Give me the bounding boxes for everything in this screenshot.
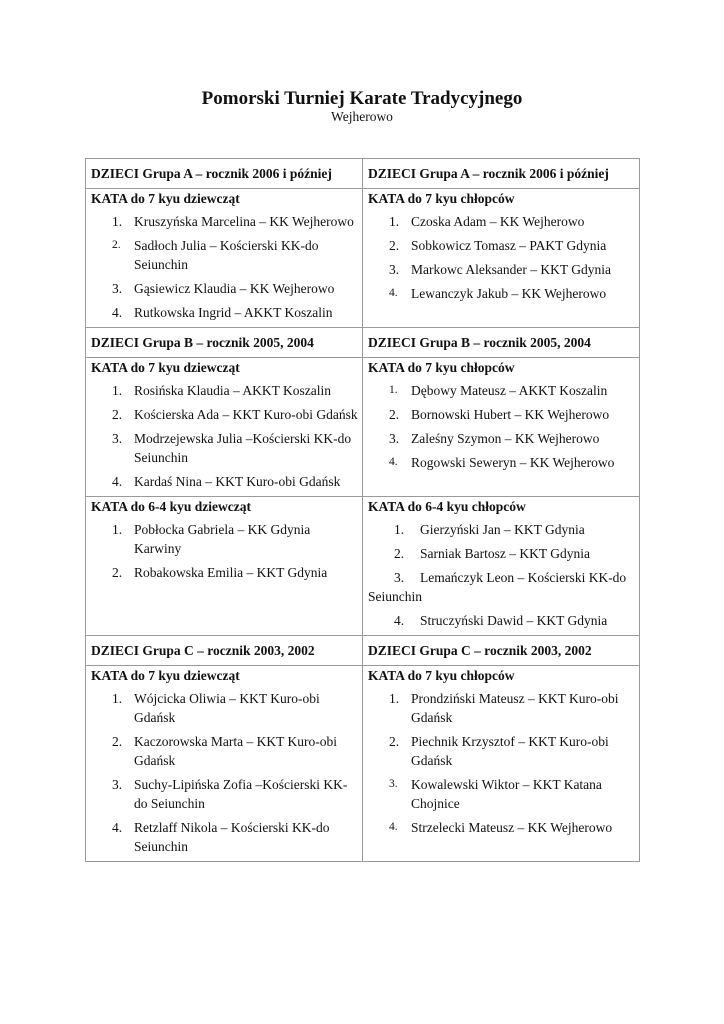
competitor-entry: Kruszyńska Marcelina – KK Wejherowo	[134, 214, 354, 229]
ranking-item	[368, 568, 635, 606]
ranking-list	[91, 212, 358, 322]
ranking-item	[91, 472, 358, 491]
rank-number: 4.	[389, 821, 398, 833]
ranking-item	[368, 611, 635, 630]
rank-number: 1.	[389, 384, 398, 396]
group-header-row	[86, 159, 640, 189]
ranking-list	[91, 381, 358, 491]
rank-number: 3.	[112, 281, 123, 296]
category-title: KATA do 6-4 kyu dziewcząt	[91, 499, 251, 514]
group-header-row	[86, 636, 640, 666]
rank-number: 2.	[112, 239, 121, 251]
ranking-list	[368, 381, 635, 472]
rank-number: 1.	[389, 214, 400, 229]
ranking-item	[368, 732, 635, 770]
competitor-entry: Sarniak Bartosz – KKT Gdynia	[420, 546, 590, 561]
ranking-list	[368, 689, 635, 837]
competitor-entry: Rogowski Seweryn – KK Wejherowo	[411, 455, 615, 470]
competitor-entry: Lemańczyk Leon – Kościerski KK-do Seiunchin	[368, 570, 627, 604]
category-row	[86, 189, 640, 328]
ranking-item	[91, 429, 358, 467]
competitor-entry: Kardaś Nina – KKT Kuro-obi Gdańsk	[134, 474, 341, 489]
document-subtitle: Wejherowo	[331, 109, 393, 124]
competitor-entry: Pobłocka Gabriela – KK Gdynia Karwiny	[134, 522, 311, 556]
ranking-item	[368, 381, 635, 400]
competitor-entry: Zaleśny Szymon – KK Wejherowo	[411, 431, 600, 446]
ranking-item	[368, 689, 635, 727]
rank-number: 4.	[112, 474, 123, 489]
competitor-entry: Strzelecki Mateusz – KK Wejherowo	[411, 820, 613, 835]
ranking-item	[91, 303, 358, 322]
rank-number: 3.	[394, 570, 405, 585]
results-table	[85, 158, 640, 862]
competitor-entry: Dębowy Mateusz – AKKT Koszalin	[411, 383, 608, 398]
rank-number: 2.	[394, 546, 405, 561]
ranking-item	[91, 732, 358, 770]
competitor-entry: Prondziński Mateusz – KKT Kuro-obi Gdańsk	[411, 691, 619, 725]
ranking-item	[368, 544, 635, 563]
ranking-item	[368, 284, 635, 303]
rank-number: 3.	[389, 431, 400, 446]
category-cell-boys	[363, 497, 640, 636]
competitor-entry: Bornowski Hubert – KK Wejherowo	[411, 407, 610, 422]
ranking-item	[91, 520, 358, 558]
rank-number: 2.	[112, 565, 123, 580]
category-title: KATA do 7 kyu dziewcząt	[91, 360, 240, 375]
competitor-entry: Piechnik Krzysztof – KKT Kuro-obi Gdańsk	[411, 734, 609, 768]
ranking-item	[91, 563, 358, 582]
competitor-entry: Kościerska Ada – KKT Kuro-obi Gdańsk	[134, 407, 358, 422]
competitor-entry: Rutkowska Ingrid – AKKT Koszalin	[134, 305, 333, 320]
ranking-item	[91, 775, 358, 813]
rank-number: 1.	[394, 522, 405, 537]
category-title: KATA do 7 kyu dziewcząt	[91, 668, 240, 683]
competitor-entry: Rosińska Klaudia – AKKT Koszalin	[134, 383, 331, 398]
group-header-right: DZIECI Grupa C – rocznik 2003, 2002	[363, 636, 640, 666]
competitor-entry: Sadłoch Julia – Kościerski KK-do Seiunchin	[134, 238, 319, 272]
ranking-item	[368, 453, 635, 472]
competitor-entry: Suchy-Lipińska Zofia –Kościerski KK-do Seiunchin	[134, 777, 348, 811]
ranking-item	[91, 381, 358, 400]
group-header-left: DZIECI Grupa B – rocznik 2005, 2004	[86, 328, 363, 358]
competitor-entry: Lewanczyk Jakub – KK Wejherowo	[411, 286, 607, 301]
ranking-item	[91, 818, 358, 856]
competitor-entry: Wójcicka Oliwia – KKT Kuro-obi Gdańsk	[134, 691, 320, 725]
category-cell-girls	[86, 666, 363, 862]
rank-number: 4.	[112, 820, 123, 835]
rank-number: 4.	[394, 613, 405, 628]
rank-number: 3.	[389, 778, 398, 790]
rank-number: 1.	[112, 522, 123, 537]
group-header-left: DZIECI Grupa C – rocznik 2003, 2002	[86, 636, 363, 666]
rank-number: 4.	[389, 456, 398, 468]
category-cell-boys	[363, 189, 640, 328]
group-header-row	[86, 328, 640, 358]
ranking-list	[368, 212, 635, 303]
competitor-entry: Gierzyński Jan – KKT Gdynia	[420, 522, 585, 537]
category-title: KATA do 7 kyu chłopców	[368, 360, 515, 375]
ranking-item	[91, 405, 358, 424]
rank-number: 3.	[389, 262, 400, 277]
category-title: KATA do 7 kyu dziewcząt	[91, 191, 240, 206]
ranking-item	[368, 818, 635, 837]
competitor-entry: Robakowska Emilia – KKT Gdynia	[134, 565, 328, 580]
group-header-left: DZIECI Grupa A – rocznik 2006 i później	[86, 159, 363, 189]
ranking-item	[368, 260, 635, 279]
competitor-entry: Sobkowicz Tomasz – PAKT Gdynia	[411, 238, 607, 253]
rank-number: 3.	[112, 777, 123, 792]
group-header-right: DZIECI Grupa A – rocznik 2006 i później	[363, 159, 640, 189]
ranking-item	[91, 279, 358, 298]
rank-number: 1.	[112, 691, 123, 706]
category-cell-boys	[363, 666, 640, 862]
category-cell-boys	[363, 358, 640, 497]
ranking-item	[368, 212, 635, 231]
group-header-right: DZIECI Grupa B – rocznik 2005, 2004	[363, 328, 640, 358]
category-title: KATA do 7 kyu chłopców	[368, 191, 515, 206]
ranking-item	[91, 689, 358, 727]
rank-number: 2.	[389, 407, 400, 422]
rank-number: 1.	[112, 383, 123, 398]
rank-number: 2.	[389, 734, 400, 749]
competitor-entry: Struczyński Dawid – KKT Gdynia	[420, 613, 608, 628]
category-title: KATA do 7 kyu chłopców	[368, 668, 515, 683]
ranking-item	[91, 212, 358, 231]
rank-number: 2.	[389, 238, 400, 253]
competitor-entry: Retzlaff Nikola – Kościerski KK-do Seiunchin	[134, 820, 330, 854]
ranking-list	[91, 520, 358, 582]
rank-number: 4.	[112, 305, 123, 320]
category-title: KATA do 6-4 kyu chłopców	[368, 499, 526, 514]
ranking-list	[91, 689, 358, 856]
category-row	[86, 666, 640, 862]
ranking-item	[368, 520, 635, 539]
document-title: Pomorski Turniej Karate Tradycyjnego	[201, 88, 523, 109]
category-cell-girls	[86, 497, 363, 636]
competitor-entry: Gąsiewicz Klaudia – KK Wejherowo	[134, 281, 335, 296]
rank-number: 4.	[389, 287, 398, 299]
category-cell-girls	[86, 358, 363, 497]
ranking-item	[368, 236, 635, 255]
ranking-item	[368, 405, 635, 424]
rank-number: 2.	[112, 734, 123, 749]
rank-number: 2.	[112, 407, 123, 422]
competitor-entry: Czoska Adam – KK Wejherowo	[411, 214, 585, 229]
category-row	[86, 497, 640, 636]
category-row	[86, 358, 640, 497]
rank-number: 3.	[112, 431, 123, 446]
competitor-entry: Kowalewski Wiktor – KKT Katana Chojnice	[411, 777, 602, 811]
competitor-entry: Modrzejewska Julia –Kościerski KK-do Seiunchin	[134, 431, 352, 465]
ranking-item	[368, 775, 635, 813]
rank-number: 1.	[112, 214, 123, 229]
ranking-item	[91, 236, 358, 274]
category-cell-girls	[86, 189, 363, 328]
competitor-entry: Markowc Aleksander – KKT Gdynia	[411, 262, 611, 277]
rank-number: 1.	[389, 691, 400, 706]
ranking-item	[368, 429, 635, 448]
competitor-entry: Kaczorowska Marta – KKT Kuro-obi Gdańsk	[134, 734, 337, 768]
